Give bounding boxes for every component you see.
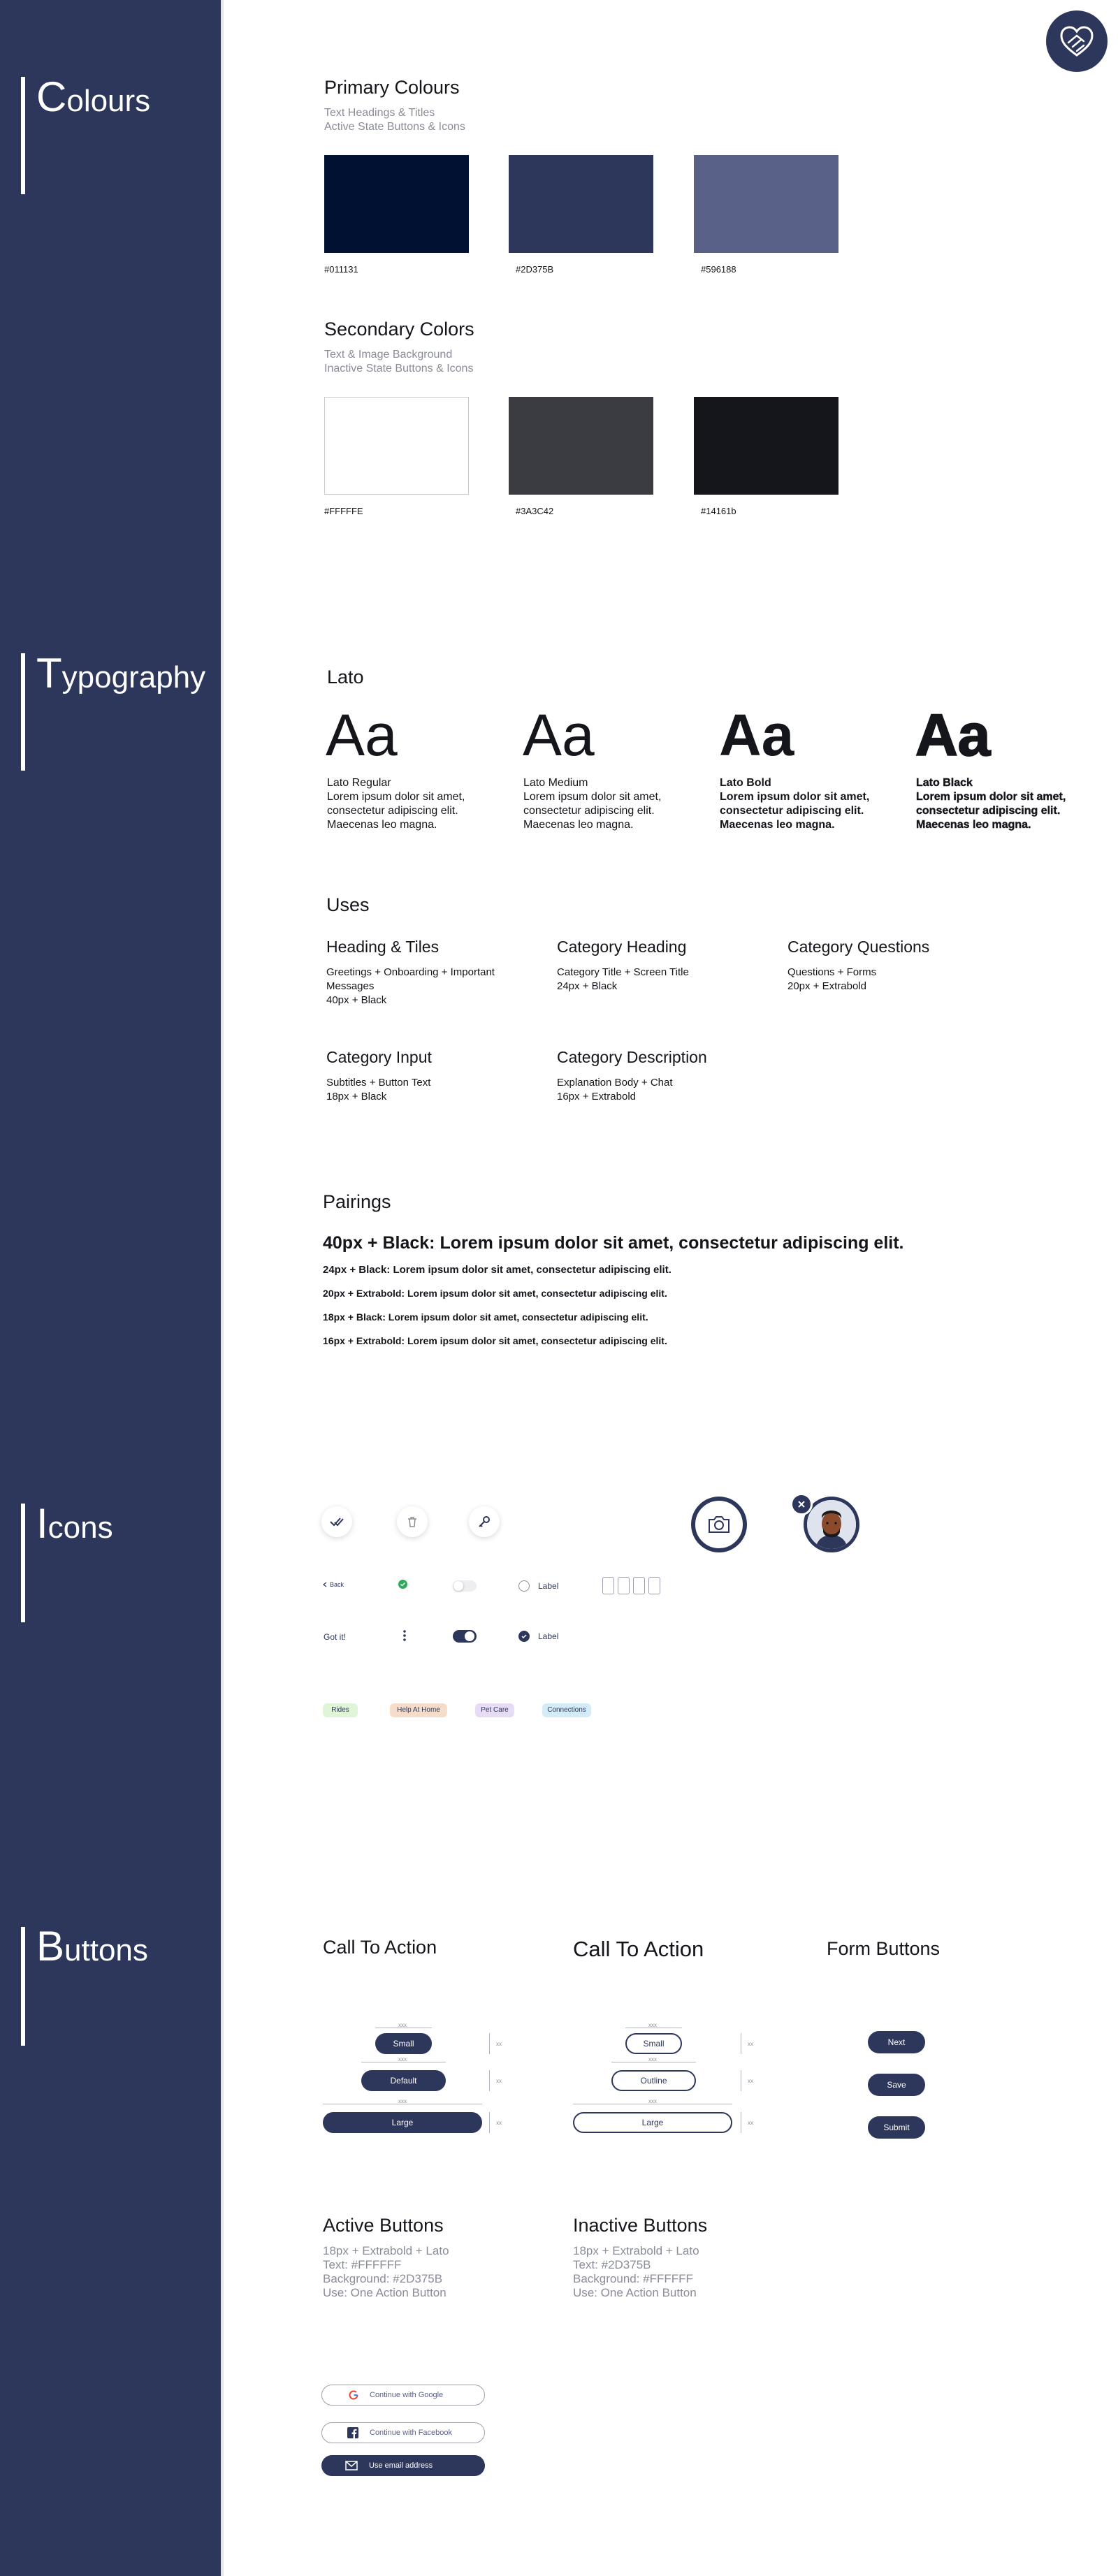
pairing-sample: 20px + Extrabold: Lorem ipsum dolor sit amet, consectetur adipiscing elit. [323,1288,667,1299]
continue-with-google-button[interactable] [321,2385,485,2406]
colour-swatch [694,155,838,253]
dimension-label: xxx [398,2056,407,2062]
uses-title: Uses [326,894,370,915]
cta-title: Call To Action [323,1937,437,1958]
use-heading: Heading & Tiles [326,938,440,956]
trash-icon [406,1515,419,1528]
form-buttons-title: Form Buttons [827,1938,941,1959]
key-icon [477,1515,491,1529]
colour-swatch [694,397,838,495]
default-button[interactable]: Default [361,2070,446,2091]
radio-unchecked[interactable] [518,1580,530,1592]
colour-hex: #3A3C42 [516,506,554,516]
small-outline-button[interactable]: Small [625,2033,682,2054]
more-menu-button[interactable] [402,1629,407,1642]
colour-hex: #FFFFFE [324,506,363,516]
font-weight-description: Lato Bold Lorem ipsum dolor sit amet, consectetur adipiscing elit. Maecenas leo magna. [720,777,870,831]
code-input-box[interactable] [648,1577,660,1594]
chevron-left-icon [322,1582,328,1587]
section-title-colours: Colours [36,73,151,120]
toggle-on[interactable] [453,1630,477,1643]
camera-button[interactable] [691,1497,747,1552]
code-input-box[interactable] [618,1577,630,1594]
large-outline-button[interactable]: Large [573,2112,732,2133]
section-accent-bar [21,1927,25,2046]
success-indicator [398,1580,407,1589]
button-label: Continue with Facebook [370,2429,453,2437]
dimension-label: xx [748,2041,753,2047]
primary-colours-subtitle: Active State Buttons & Icons [324,121,465,133]
font-sample-black: Aa [915,702,991,768]
pairing-sample: 18px + Black: Lorem ipsum dolor sit amet, consectetur adipiscing elit. [323,1311,648,1323]
use-heading: Category Description [557,1048,707,1066]
dimension-label: xx [748,2120,753,2126]
outline-button[interactable]: Outline [611,2070,696,2091]
font-weight-description: Lato Black Lorem ipsum dolor sit amet, consectetur adipiscing elit. Maecenas leo magna. [916,777,1066,831]
colour-swatch [324,155,469,253]
dimension-label: xx [496,2041,502,2047]
secondary-colours-subtitle: Inactive State Buttons & Icons [324,363,474,374]
colour-hex: #596188 [701,264,736,275]
sidebar [0,0,221,2576]
sidebar-divider [221,0,224,2576]
use-description: Greetings + Onboarding + Important Messages 40px + Black [326,966,495,1006]
small-button[interactable]: Small [375,2033,432,2054]
category-tag[interactable]: Connections [542,1703,591,1717]
colour-swatch [509,155,653,253]
delete-button[interactable] [397,1506,428,1537]
envelope-icon [345,2461,358,2471]
dimension-line [489,2070,490,2091]
primary-colours-title: Primary Colours [324,77,460,98]
pairing-sample: 40px + Black: Lorem ipsum dolor sit amet, consectetur adipiscing elit. [323,1233,904,1253]
colour-hex: #011131 [324,264,358,275]
checkbox-checked[interactable] [518,1631,530,1642]
radio-label: Label [538,1581,559,1591]
dimension-line [489,2112,490,2133]
next-button[interactable]: Next [868,2031,925,2053]
use-description: Category Title + Screen Title 24px + Black [557,966,689,992]
logo [1046,10,1108,72]
back-link[interactable] [322,1581,344,1588]
code-input-box[interactable] [633,1577,645,1594]
dimension-label: xx [496,2078,502,2084]
colour-swatch [324,397,469,495]
double-check-icon [328,1513,345,1530]
back-label: Back [330,1581,344,1588]
font-weight-description: Lato Medium Lorem ipsum dolor sit amet, consectetur adipiscing elit. Maecenas leo magna. [523,777,662,831]
save-button[interactable]: Save [868,2074,925,2096]
pairing-sample: 16px + Extrabold: Lorem ipsum dolor sit amet, consectetur adipiscing elit. [323,1335,667,1346]
toggle-off[interactable] [453,1580,477,1592]
key-button[interactable] [469,1506,500,1537]
dimension-label: xx [496,2120,502,2126]
dimension-label: xx [748,2078,753,2084]
dimension-label: xxx [648,2056,657,2062]
active-buttons-spec: 18px + Extrabold + Lato Text: #FFFFFF Background: #2D375B Use: One Action Button [323,2244,449,2299]
section-title-icons: Icons [36,1500,113,1547]
section-title-typography: Typography [36,650,206,697]
person-avatar-icon [807,1500,856,1549]
use-email-address-button[interactable] [321,2455,485,2476]
dimension-label: xxx [398,2098,407,2104]
dimension-label: xxx [648,2098,657,2104]
pairings-title: Pairings [323,1191,391,1212]
check-icon [521,1633,528,1640]
inactive-buttons-title: Inactive Buttons [573,2215,708,2236]
section-accent-bar [21,653,25,771]
section-accent-bar [21,1504,25,1622]
confirm-button[interactable] [321,1506,352,1537]
dimension-label: xxx [398,2022,407,2028]
submit-button[interactable]: Submit [868,2116,925,2139]
use-description: Questions + Forms 20px + Extrabold [787,966,877,992]
dimension-line [489,2033,490,2054]
category-tag[interactable]: Pet Care [475,1703,514,1717]
active-buttons-title: Active Buttons [323,2215,444,2236]
button-label: Use email address [369,2461,433,2470]
google-icon [349,2390,358,2400]
primary-colours-subtitle: Text Headings & Titles [324,107,435,119]
secondary-colours-title: Secondary Colors [324,319,474,340]
pairing-sample: 24px + Black: Lorem ipsum dolor sit amet, consectetur adipiscing elit. [323,1264,671,1276]
cta-title: Call To Action [573,1937,704,1961]
font-sample-medium: Aa [523,702,595,768]
close-icon [797,1500,806,1508]
got-it-link[interactable]: Got it! [324,1632,347,1642]
more-vertical-icon [402,1629,407,1642]
category-tag[interactable]: Rides [323,1703,358,1717]
remove-avatar-button[interactable] [790,1493,813,1515]
checkbox-label: Label [538,1631,559,1641]
category-tag[interactable]: Help At Home [390,1703,447,1717]
font-sample-bold: Aa [719,702,794,768]
facebook-icon [347,2427,358,2438]
code-input-box[interactable] [602,1577,614,1594]
use-heading: Category Questions [787,938,930,956]
dimension-label: xxx [648,2022,657,2028]
button-label: Continue with Google [370,2391,444,2399]
section-accent-bar [21,77,25,194]
colour-hex: #2D375B [516,264,554,275]
inactive-buttons-spec: 18px + Extrabold + Lato Text: #2D375B Background: #FFFFFF Use: One Action Button [573,2244,699,2299]
font-weight-description: Lato Regular Lorem ipsum dolor sit amet, consectetur adipiscing elit. Maecenas leo magna. [327,777,465,831]
use-heading: Category Input [326,1048,432,1066]
use-description: Explanation Body + Chat 16px + Extrabold [557,1077,673,1103]
toggle-knob [453,1581,463,1591]
check-icon [400,1581,406,1587]
use-description: Subtitles + Button Text 18px + Black [326,1077,431,1103]
colour-hex: #14161b [701,506,736,516]
use-heading: Category Heading [557,938,687,956]
camera-icon [707,1515,731,1534]
font-name: Lato [327,667,364,687]
font-sample-regular: Aa [326,702,398,768]
continue-with-facebook-button[interactable] [321,2422,485,2443]
heart-hand-icon [1046,10,1108,72]
secondary-colours-subtitle: Text & Image Background [324,349,453,361]
large-button[interactable]: Large [323,2112,482,2133]
colour-swatch [509,397,653,495]
toggle-knob [465,1631,474,1641]
section-title-buttons: Buttons [36,1923,148,1970]
